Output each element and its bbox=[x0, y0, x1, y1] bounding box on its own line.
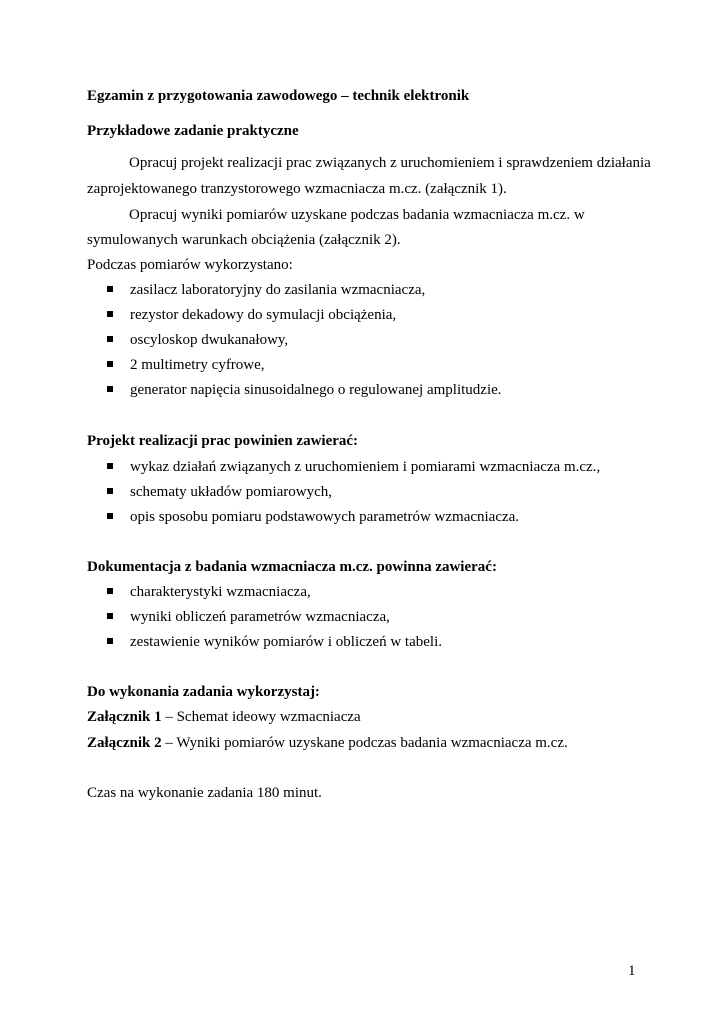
list-item-text: generator napięcia sinusoidalnego o regulowanej amplitudzie. bbox=[130, 382, 502, 398]
bullet-icon bbox=[107, 488, 113, 494]
project-list-item bbox=[107, 458, 600, 476]
attachment-line bbox=[87, 734, 568, 752]
list-item-text: 2 multimetry cyfrowe, bbox=[130, 357, 265, 373]
document-subtitle: Przykładowe zadanie praktyczne bbox=[87, 123, 299, 139]
paragraph-2-line-1: Opracuj wyniki pomiarów uzyskane podczas badania wzmacniacza m.cz. w bbox=[129, 207, 585, 223]
equipment-list-item bbox=[107, 381, 502, 399]
list-item-text: oscyloskop dwukanałowy, bbox=[130, 332, 289, 348]
list-item-text: wykaz działań związanych z uruchomieniem i pomiarami wzmacniacza m.cz., bbox=[130, 459, 601, 475]
bullet-icon bbox=[107, 638, 113, 644]
bullet-icon bbox=[107, 286, 113, 292]
equipment-list-item bbox=[107, 306, 396, 324]
documentation-list-item bbox=[107, 633, 442, 651]
time-note: Czas na wykonanie zadania 180 minut. bbox=[87, 785, 322, 801]
bullet-icon bbox=[107, 588, 113, 594]
bullet-icon bbox=[107, 513, 113, 519]
attachment-label: Załącznik 1 bbox=[87, 709, 162, 725]
attachment-text: – Schemat ideowy wzmacniacza bbox=[161, 709, 361, 725]
bullet-icon bbox=[107, 386, 113, 392]
list-item-text: rezystor dekadowy do symulacji obciążenia, bbox=[130, 307, 397, 323]
equipment-list-item bbox=[107, 281, 425, 299]
equipment-list-item bbox=[107, 356, 265, 374]
list-item-text: schematy układów pomiarowych, bbox=[130, 484, 333, 500]
documentation-heading: Dokumentacja z badania wzmacniacza m.cz. powinna zawierać: bbox=[87, 559, 497, 575]
attachment-label: Załącznik 2 bbox=[87, 735, 162, 751]
paragraph-1-line-1: Opracuj projekt realizacji prac związanych z uruchomieniem i sprawdzeniem działania bbox=[129, 155, 651, 171]
bullet-icon bbox=[107, 613, 113, 619]
equipment-list-item bbox=[107, 331, 288, 349]
list-item-text: opis sposobu pomiaru podstawowych parametrów wzmacniacza. bbox=[130, 509, 520, 525]
attachments-heading: Do wykonania zadania wykorzystaj: bbox=[87, 684, 320, 700]
project-heading: Projekt realizacji prac powinien zawierać: bbox=[87, 433, 359, 449]
paragraph-2-line-2: symulowanych warunkach obciążenia (załącznik 2). bbox=[87, 232, 401, 248]
documentation-list-item bbox=[107, 608, 390, 626]
documentation-list-item bbox=[107, 583, 311, 601]
list-item-text: wyniki obliczeń parametrów wzmacniacza, bbox=[130, 609, 390, 625]
attachment-text: – Wyniki pomiarów uzyskane podczas badania wzmacniacza m.cz. bbox=[161, 735, 568, 751]
project-list-item bbox=[107, 483, 332, 501]
paragraph-1-line-2: zaprojektowanego tranzystorowego wzmacniacza m.cz. (załącznik 1). bbox=[87, 181, 507, 197]
list-item-text: zestawienie wyników pomiarów i obliczeń w tabeli. bbox=[130, 634, 442, 650]
bullet-icon bbox=[107, 361, 113, 367]
equipment-intro: Podczas pomiarów wykorzystano: bbox=[87, 257, 293, 273]
bullet-icon bbox=[107, 463, 113, 469]
list-item-text: zasilacz laboratoryjny do zasilania wzmacniacza, bbox=[130, 282, 426, 298]
document-title: Egzamin z przygotowania zawodowego – technik elektronik bbox=[87, 88, 470, 104]
project-list-item bbox=[107, 508, 519, 526]
attachment-line bbox=[87, 708, 361, 726]
page-number: 1 bbox=[628, 963, 636, 979]
bullet-icon bbox=[107, 311, 113, 317]
bullet-icon bbox=[107, 336, 113, 342]
list-item-text: charakterystyki wzmacniacza, bbox=[130, 584, 311, 600]
